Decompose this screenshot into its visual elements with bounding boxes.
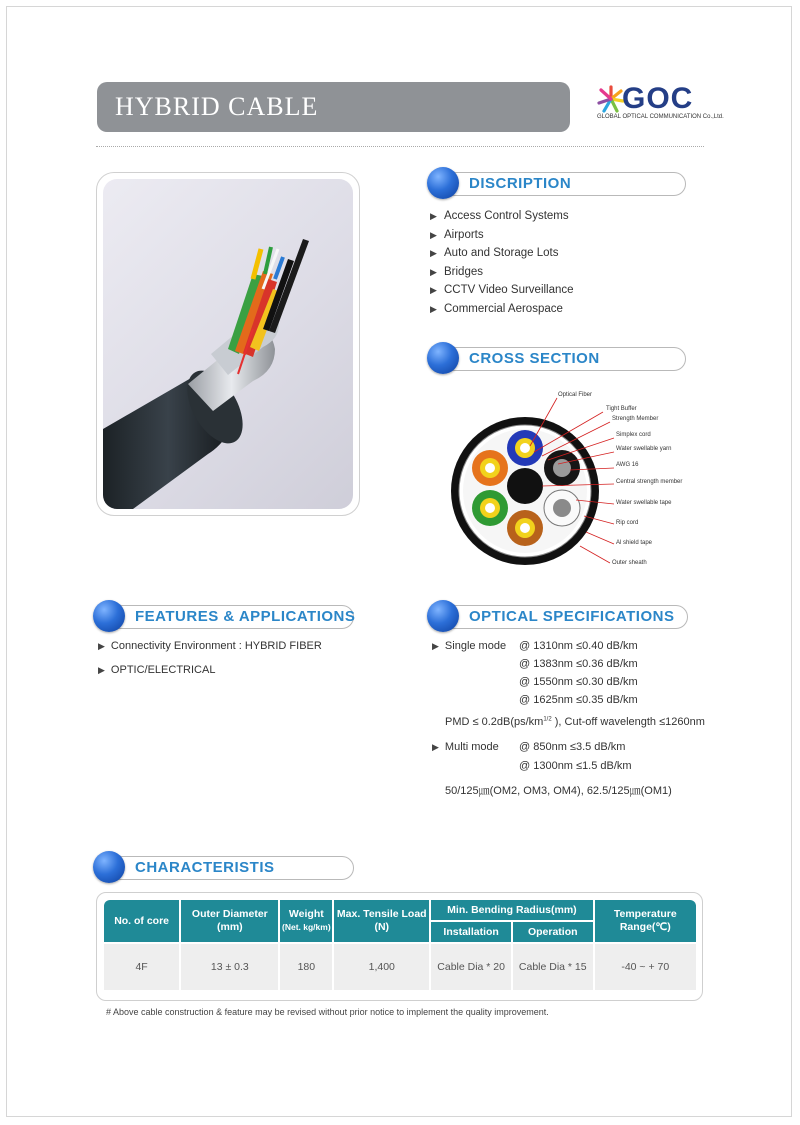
header-operation: Operation — [513, 922, 593, 942]
characteristics-table — [102, 898, 698, 992]
multi-mode-spec: @ 850nm ≤3.5 dB/km — [519, 741, 626, 753]
triangle-bullet-icon: ▶ — [430, 266, 437, 277]
features-header — [96, 605, 354, 629]
features-title: FEATURES & APPLICATIONS — [135, 608, 356, 625]
section-ball-icon — [427, 167, 459, 199]
cross-section-label: Water swellable yarn — [616, 446, 672, 452]
cell-weight: 180 — [280, 944, 332, 990]
cross-section-label: Simplex cord — [616, 432, 651, 438]
cross-section-label: Rip cord — [616, 520, 639, 526]
feature-item: ▶ OPTIC/ELECTRICAL — [98, 664, 216, 676]
cell-tensile: 1,400 — [334, 944, 429, 990]
triangle-bullet-icon: ▶ — [432, 641, 439, 651]
section-ball-icon — [93, 851, 125, 883]
multi-mode-spec: @ 1300nm ≤1.5 dB/km — [519, 760, 632, 772]
header-installation: Installation — [431, 922, 511, 942]
section-ball-icon — [427, 600, 459, 632]
description-list — [428, 210, 574, 322]
triangle-bullet-icon: ▶ — [432, 742, 439, 752]
list-item: ▶ Commercial Aerospace — [430, 302, 563, 315]
optical-header — [430, 605, 688, 629]
triangle-bullet-icon: ▶ — [430, 303, 437, 314]
single-mode-spec: @ 1383nm ≤0.36 dB/km — [519, 658, 638, 670]
cell-core: 4F — [104, 944, 179, 990]
hybrid-cable-illustration — [103, 179, 353, 509]
list-item: ▶ Airports — [430, 228, 484, 241]
description-title: DISCRIPTION — [469, 175, 572, 192]
section-ball-icon — [427, 342, 459, 374]
triangle-bullet-icon: ▶ — [98, 665, 105, 675]
header-core: No. of core — [104, 900, 179, 942]
list-item: ▶ Access Control Systems — [430, 210, 569, 222]
header-outer-diameter: Outer Diameter (mm) — [181, 900, 278, 942]
single-mode-spec: @ 1310nm ≤0.40 dB/km — [519, 640, 638, 652]
header-tensile: Max. Tensile Load (N) — [334, 900, 429, 942]
cross-section-label: Tight Buffer — [606, 406, 637, 412]
logo-wordmark: GOC — [622, 82, 694, 115]
characteristics-header — [96, 856, 354, 880]
header-divider — [96, 146, 704, 147]
fiber-types: 50/125㎛(OM2, OM3, OM4), 62.5/125㎛(OM1) — [445, 785, 672, 797]
title-bar — [97, 82, 570, 132]
cell-outer-diameter: 13 ± 0.3 — [181, 944, 278, 990]
cross-section-diagram — [450, 386, 710, 586]
cross-section-label: AWG 16 — [616, 462, 639, 468]
cross-section-label: Al shield tape — [616, 540, 653, 546]
product-photo-card — [96, 172, 360, 516]
cell-temperature: -40 ~ + 70 — [595, 944, 696, 990]
list-item: ▶ Auto and Storage Lots — [430, 247, 559, 260]
triangle-bullet-icon: ▶ — [430, 211, 437, 221]
optical-title: OPTICAL SPECIFICATIONS — [469, 608, 675, 625]
header-bending: Min. Bending Radius(mm) — [431, 900, 592, 920]
section-ball-icon — [93, 600, 125, 632]
multi-mode-label: ▶ Multi mode — [432, 741, 499, 753]
table-row — [104, 944, 696, 990]
company-logo — [596, 80, 724, 126]
single-mode-spec: @ 1625nm ≤0.35 dB/km — [519, 694, 638, 706]
header-temperature: Temperature Range(℃) — [595, 900, 696, 942]
page-title: HYBRID CABLE — [115, 92, 319, 121]
list-item: ▶ CCTV Video Surveillance — [430, 284, 574, 297]
cross-section-label: Optical Fiber — [558, 392, 593, 398]
header-weight: Weight (Net. kg/km) — [280, 900, 332, 942]
triangle-bullet-icon: ▶ — [430, 285, 437, 296]
cross-section-header — [430, 347, 686, 371]
product-photo — [103, 179, 353, 509]
triangle-bullet-icon: ▶ — [98, 641, 105, 651]
list-item: ▶ Bridges — [430, 265, 483, 278]
logo-subtitle: GLOBAL OPTICAL COMMUNICATION Co.,Ltd. — [597, 114, 724, 120]
cell-operation: Cable Dia * 15 — [513, 944, 593, 990]
description-header — [430, 172, 686, 196]
footnote: # Above cable construction & feature may be revised without prior notice to implement the quality improvement. — [106, 1007, 549, 1017]
feature-item: ▶ Connectivity Environment : HYBRID FIBER — [98, 640, 322, 652]
cross-section-drawing — [450, 386, 710, 586]
single-mode-label: ▶ Single mode — [432, 640, 507, 652]
pmd-spec: PMD ≤ $0.2dB(ps/km^{1/2}$ ), Cut-off wavelength ≤1260nm — [445, 716, 705, 728]
cross-section-label: Water swellable tape — [616, 500, 672, 506]
triangle-bullet-icon: ▶ — [430, 248, 437, 259]
single-mode-spec: @ 1550nm ≤0.30 dB/km — [519, 676, 638, 688]
characteristics-title: CHARACTERISTIS — [135, 859, 275, 876]
cross-section-label: Central strength member — [616, 479, 683, 485]
cross-section-label: Strength Member — [612, 416, 659, 422]
triangle-bullet-icon: ▶ — [430, 229, 437, 240]
cell-installation: Cable Dia * 20 — [431, 944, 511, 990]
cross-section-label: Outer sheath — [612, 560, 647, 566]
cross-section-title: CROSS SECTION — [469, 350, 600, 367]
